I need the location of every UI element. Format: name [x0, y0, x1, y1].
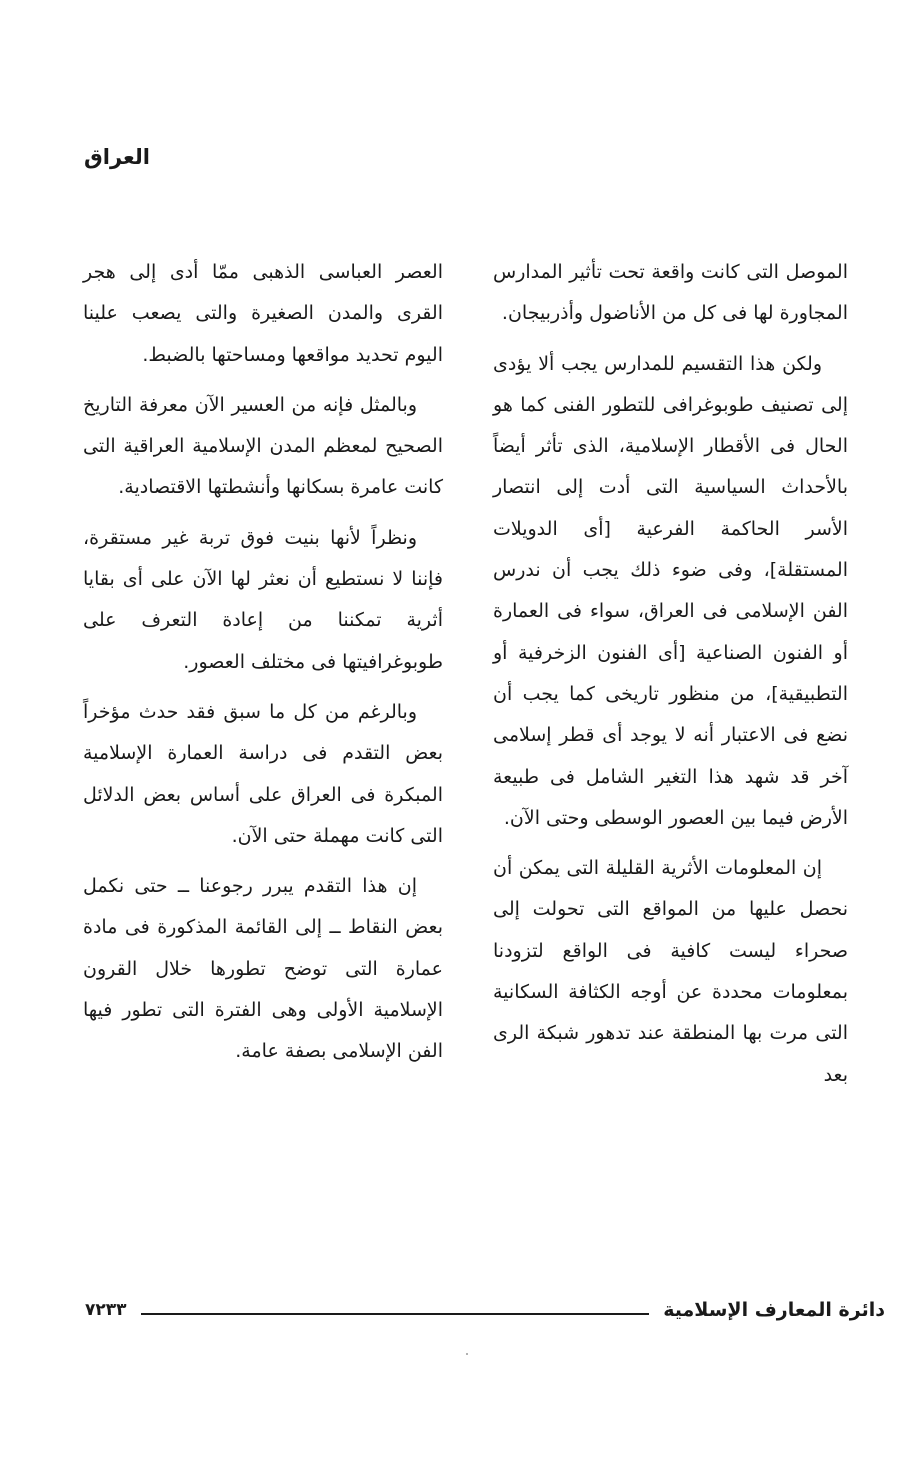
- paragraph: وبالرغم من كل ما سبق فقد حدث مؤخراً بعض التقدم فى دراسة العمارة الإسلامية المبكرة فى العراق على أساس بعض الدلائل التى كانت مهملة حتى الآن.: [83, 700, 443, 847]
- text-column-left: [83, 252, 443, 1082]
- page-footer: [85, 1296, 885, 1324]
- footer-rule: [141, 1313, 650, 1315]
- running-header: العراق: [84, 145, 150, 169]
- paragraph: ولكن هذا التقسيم للمدارس يجب ألا يؤدى إلى تصنيف طوبوغرافى للتطور الفنى كما هو الحال فى الأقطار الإسلامية، الذى تأثر أيضاً بالأحداث السياسية التى أدت إلى انتصار الأسر الحاكمة الفرعية [أى الدويلات المستقلة]، وفى ضوء ذلك يجب أن ندرس الفن الإسلامى فى العراق، سواء فى العمارة أو الفنون الصناعية [أى الفنون الزخرفية أو التطبيقية]، من منظور تاريخى كما يجب أن نضع فى الاعتبار أنه لا يوجد أى قطر إسلامى آخر قد شهد هذا التغير الشامل فى طبيعة الأرض فيما بين العصور الوسطى وحتى الآن.: [493, 352, 848, 829]
- paragraph: الموصل التى كانت واقعة تحت تأثير المدارس المجاورة لها فى كل من الأناضول وأذربيجان.: [493, 261, 848, 325]
- paragraph: إن المعلومات الأثرية القليلة التى يمكن أن نحصل عليها من المواقع التى تحولت إلى صحراء ليست كافية فى الواقع لتزودنا بمعلومات محددة عن أوجه الكثافة السكانية التى مرت بها المنطقة عند تدهور شبكة الرى بعد: [493, 857, 848, 1086]
- paragraph: ونظراً لأنها بنيت فوق تربة غير مستقرة، فإننا لا نستطيع أن نعثر لها الآن على أى بقايا أثرية تمكننا من إعادة التعرف على طوبوغرافيتها فى مختلف العصور.: [83, 526, 443, 673]
- paragraph: العصر العباسى الذهبى ممّا أدى إلى هجر القرى والمدن الصغيرة والتى يصعب علينا اليوم تحديد مواقعها ومساحتها بالضبط.: [83, 261, 443, 366]
- scan-speck: [466, 1353, 468, 1355]
- paragraph: وبالمثل فإنه من العسير الآن معرفة التاريخ الصحيح لمعظم المدن الإسلامية العراقية التى كانت عامرة بسكانها وأنشطتها الاقتصادية.: [83, 393, 443, 499]
- paragraph: إن هذا التقدم يبرر رجوعنا ــ حتى نكمل بعض النقاط ــ إلى القائمة المذكورة فى مادة عمارة التى توضح تطورها خلال القرون الإسلامية الأولى وهى الفترة التى تطور فيها الفن الإسلامى بصفة عامة.: [83, 875, 443, 1063]
- page-number: ٧٢٣٣: [85, 1300, 127, 1320]
- text-column-right: [493, 252, 848, 1105]
- publication-title: دائرة المعارف الإسلامية: [663, 1299, 885, 1321]
